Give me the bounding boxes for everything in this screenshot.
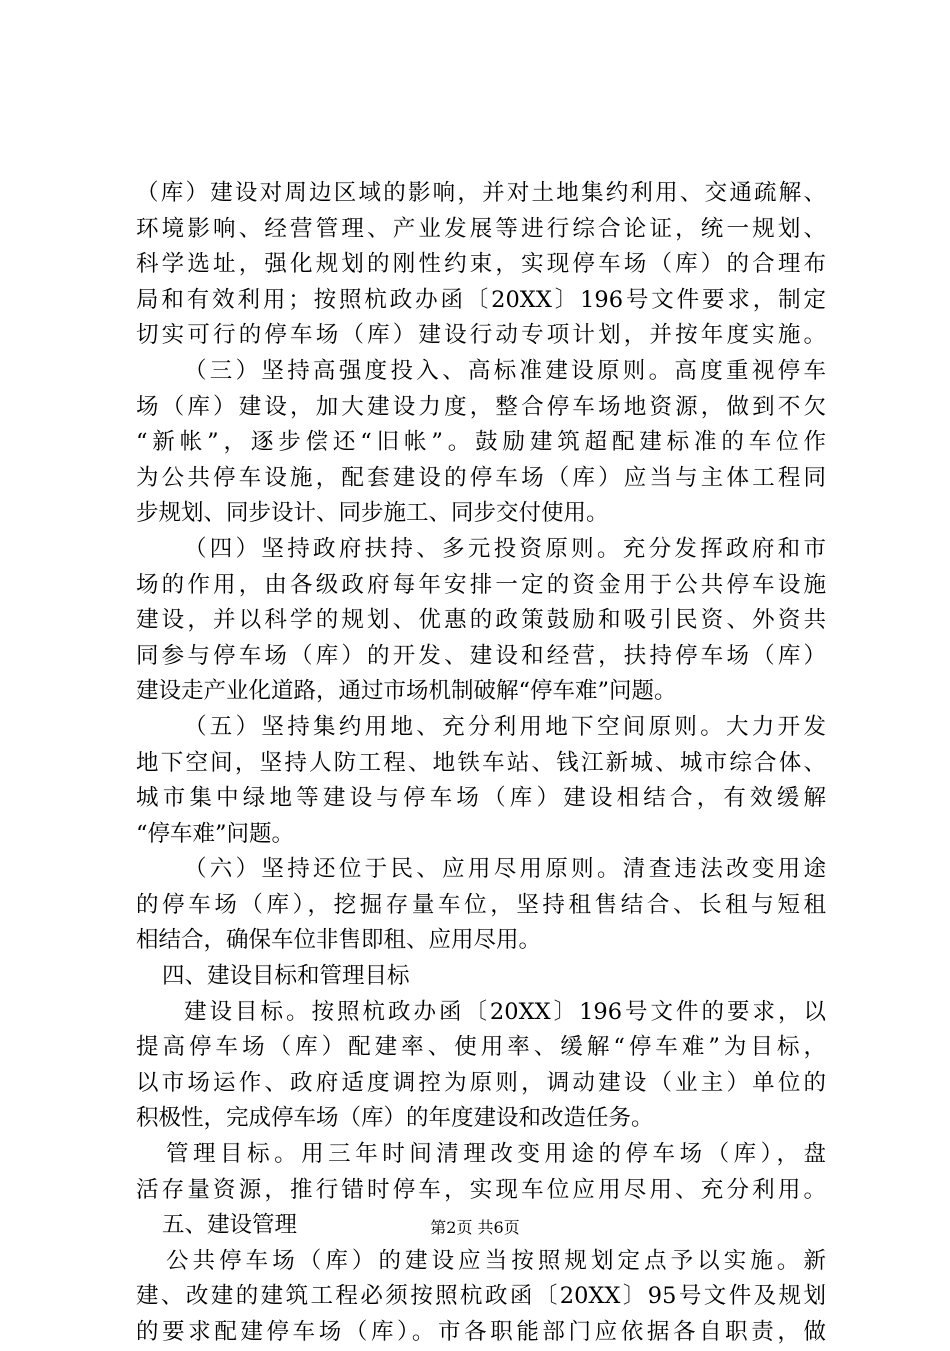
text-line: 建设，并以科学的规划、优惠的政策鼓励和吸引民资、外资共 [136, 607, 826, 634]
text-line: 提高停车场（库）配建率、使用率、缓解“停车难”为目标， [136, 1034, 826, 1061]
text-line: 的要求配建停车场（库）。市各职能部门应依据各自职责，做 [136, 1319, 826, 1345]
paragraph-start-line: 管理目标。用三年时间清理改变用途的停车场（库），盘 [166, 1141, 826, 1168]
text-line: 建设走产业化道路，通过市场机制破解“停车难”问题。 [136, 678, 677, 705]
page-footer [0, 1218, 950, 1238]
text-line: 以市场运作、政府适度调控为原则，调动建设（业主）单位的 [136, 1069, 826, 1096]
text-line: 场的作用，由各级政府每年安排一定的资金用于公共停车设施 [136, 571, 826, 598]
text-line: “新帐”，逐步偿还“旧帐”。鼓励建筑超配建标准的车位作 [136, 429, 826, 456]
text-line: 积极性，完成停车场（库）的年度建设和改造任务。 [136, 1105, 654, 1132]
page-number: 第2页 共6页 [430, 1218, 520, 1237]
text-line: 步规划、同步设计、同步施工、同步交付使用。 [136, 500, 609, 527]
text-line: 同参与停车场（库）的开发、建设和经营，扶持停车场（库） [136, 642, 826, 669]
section-heading: 五、建设管理 [162, 1212, 298, 1239]
paragraph-start-line: （六）坚持还位于民、应用尽用原则。清查违法改变用途 [184, 856, 826, 883]
paragraph-start-line: （四）坚持政府扶持、多元投资原则。充分发挥政府和市 [184, 535, 826, 562]
body-text [136, 176, 826, 1351]
section-heading: 四、建设目标和管理目标 [162, 963, 410, 990]
paragraph-start-line: 公共停车场（库）的建设应当按照规划定点予以实施。新 [166, 1247, 826, 1274]
text-line: 环境影响、经营管理、产业发展等进行综合论证，统一规划、 [136, 215, 826, 242]
text-line: 为公共停车设施，配套建设的停车场（库）应当与主体工程同 [136, 464, 826, 491]
text-line: 科学选址，强化规划的刚性约束，实现停车场（库）的合理布 [136, 251, 826, 278]
text-line: 切实可行的停车场（库）建设行动专项计划，并按年度实施。 [136, 322, 826, 349]
text-line: “停车难”问题。 [136, 820, 295, 847]
text-line: 地下空间，坚持人防工程、地铁车站、钱江新城、城市综合体、 [136, 749, 826, 776]
paragraph-start-line: 建设目标。按照杭政办函〔20XX〕196号文件的要求，以 [184, 998, 826, 1025]
text-line: 的停车场（库），挖掘存量车位，坚持租售结合、长租与短租 [136, 891, 826, 918]
text-line: （库）建设对周边区域的影响，并对土地集约利用、交通疏解、 [136, 180, 826, 206]
text-line: 城市集中绿地等建设与停车场（库）建设相结合，有效缓解 [136, 785, 826, 812]
paragraph-start-line: （三）坚持高强度投入、高标准建设原则。高度重视停车 [184, 357, 826, 384]
text-line: 相结合，确保车位非售即租、应用尽用。 [136, 927, 542, 954]
text-line: 局和有效利用；按照杭政办函〔20XX〕196号文件要求，制定 [136, 286, 826, 313]
text-line: 场（库）建设，加大建设力度，整合停车场地资源，做到不欠 [136, 393, 826, 420]
paragraph-start-line: （五）坚持集约用地、充分利用地下空间原则。大力开发 [184, 713, 826, 740]
text-line: 活存量资源，推行错时停车，实现车位应用尽用、充分利用。 [136, 1176, 826, 1203]
text-line: 建、改建的建筑工程必须按照杭政函〔20XX〕95号文件及规划 [136, 1283, 826, 1310]
